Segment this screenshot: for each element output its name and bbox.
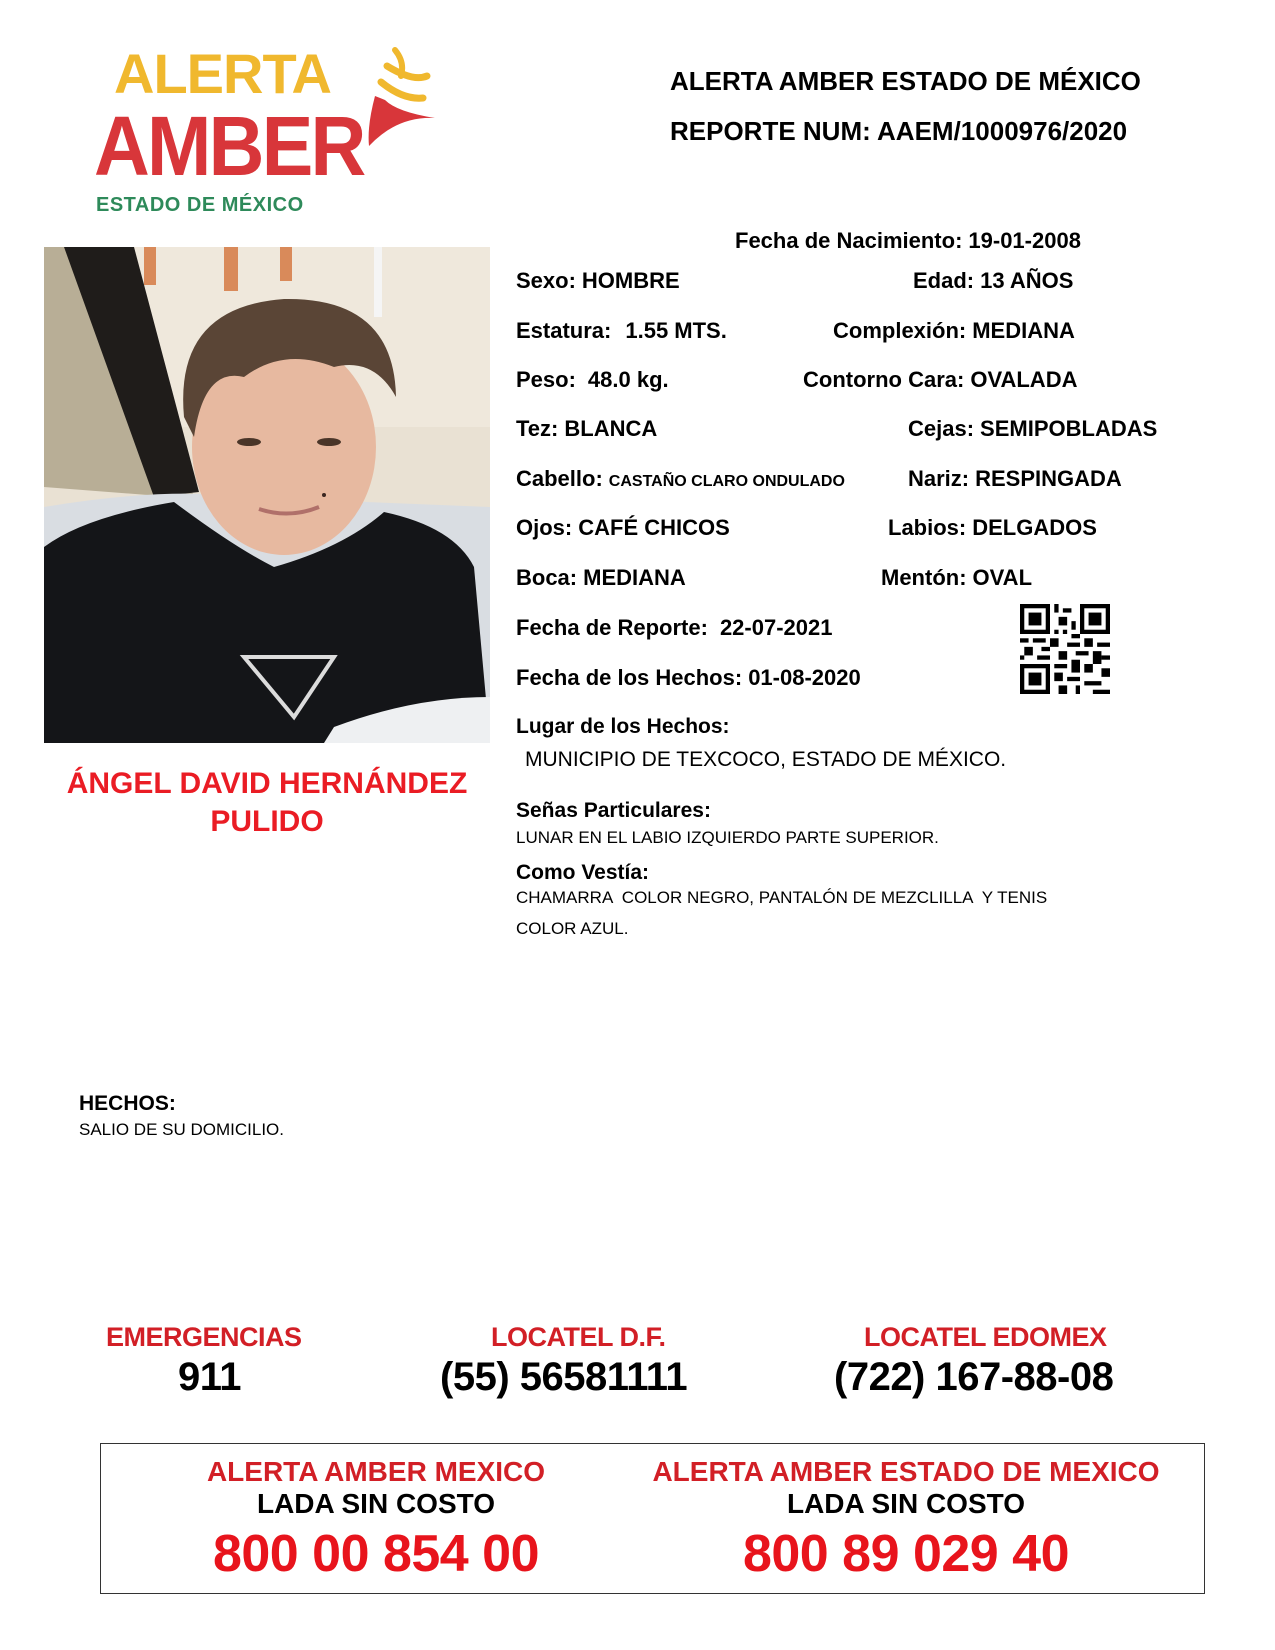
event-date-value: 01-08-2020 [748, 665, 861, 690]
lips-label: Labios: [888, 515, 967, 540]
qr-code-icon[interactable] [1020, 604, 1110, 694]
logo-amber-text: AMBER [94, 99, 364, 193]
field-build [833, 318, 1075, 344]
child-name-line1: ÁNGEL DAVID HERNÁNDEZ [66, 767, 468, 800]
child-name-line2: PULIDO [210, 805, 324, 838]
weight-label: Peso: [516, 367, 576, 392]
event-date-label: Fecha de los Hechos: [516, 665, 743, 690]
hair-value: CASTAÑO CLARO ONDULADO [608, 473, 845, 490]
field-age [913, 268, 1073, 294]
signal-waves-icon [347, 46, 437, 156]
hair-label: Cabello: [516, 466, 603, 491]
tollfree-title: ALERTA AMBER MEXICO [206, 1456, 546, 1487]
clothing-label: Como Vestía: [516, 861, 650, 884]
tollfree-amber-mexico [161, 1456, 591, 1584]
contact-number-locatel-edomex[interactable]: (722) 167-88-08 [834, 1355, 1114, 1399]
field-chin [881, 565, 1032, 591]
face-shape-label: Contorno Cara: [803, 367, 965, 392]
eyes-value: CAFÉ CHICOS [578, 515, 730, 540]
tollfree-number[interactable]: 800 00 854 00 [212, 1525, 540, 1583]
tollfree-sub: LADA SIN COSTO [786, 1488, 1025, 1519]
field-hair [516, 466, 845, 495]
nose-label: Nariz: [908, 466, 970, 491]
contact-label-locatel-df: LOCATEL D.F. [491, 1322, 666, 1352]
skin-value: BLANCA [564, 416, 658, 441]
chin-label: Mentón: [881, 565, 967, 590]
place-value: MUNICIPIO DE TEXCOCO, ESTADO DE MÉXICO. [525, 748, 1007, 771]
logo-estado-text: ESTADO DE MÉXICO [96, 194, 304, 216]
field-nose [908, 466, 1122, 492]
field-birthdate [735, 228, 1081, 254]
place-label: Lugar de los Hechos: [516, 715, 730, 738]
mouth-label: Boca: [516, 565, 578, 590]
sex-label: Sexo: [516, 268, 576, 293]
field-eyebrows [908, 416, 1157, 442]
height-value: 1.55 MTS. [625, 318, 727, 343]
tollfree-sub: LADA SIN COSTO [256, 1488, 495, 1519]
field-mouth [516, 565, 686, 591]
toll-free-box [100, 1443, 1205, 1594]
tollfree-amber-edomex [631, 1456, 1181, 1584]
field-complexion [516, 416, 657, 442]
facts-value: SALIO DE SU DOMICILIO. [79, 1120, 284, 1139]
eyebrows-label: Cejas: [908, 416, 975, 441]
build-label: Complexión: [833, 318, 967, 343]
tollfree-number[interactable]: 800 89 029 40 [742, 1525, 1070, 1583]
face-shape-value: OVALADA [970, 367, 1078, 392]
report-date-value: 22-07-2021 [719, 615, 833, 640]
child-name [44, 765, 490, 841]
contact-label-locatel-edomex: LOCATEL EDOMEX [864, 1322, 1107, 1352]
field-report-date [516, 615, 832, 641]
contact-emergencias [106, 1322, 336, 1353]
sex-value: HOMBRE [581, 268, 680, 293]
weight-value: 48.0 kg. [587, 367, 669, 392]
clothing-line2: COLOR AZUL. [516, 919, 629, 938]
nose-value: RESPINGADA [975, 466, 1122, 491]
mouth-value: MEDIANA [583, 565, 686, 590]
age-value: 13 AÑOS [980, 268, 1074, 293]
lips-value: DELGADOS [972, 515, 1097, 540]
portrait-image [44, 247, 490, 743]
birthdate-label: Fecha de Nacimiento: [735, 228, 963, 253]
clothing-line1: CHAMARRA COLOR NEGRO, PANTALÓN DE MEZCLILLA Y TENIS [516, 888, 1048, 907]
tollfree-title: ALERTA AMBER ESTADO DE MEXICO [652, 1456, 1160, 1487]
eyebrows-value: SEMIPOBLADAS [980, 416, 1158, 441]
report-date-label: Fecha de Reporte: [516, 615, 708, 640]
marks-label: Señas Particulares: [516, 799, 711, 822]
birthdate-value: 19-01-2008 [968, 228, 1081, 253]
field-weight [516, 367, 669, 393]
contact-label: EMERGENCIAS [106, 1322, 302, 1352]
report-number: REPORTE NUM: AAEM/1000976/2020 [670, 116, 1128, 146]
field-event-date [516, 665, 861, 691]
field-face-shape [803, 367, 1077, 393]
field-lips [888, 515, 1097, 541]
age-label: Edad: [913, 268, 975, 293]
chin-value: OVAL [972, 565, 1033, 590]
header-title: ALERTA AMBER ESTADO DE MÉXICO [670, 66, 1141, 96]
logo-alerta-text: ALERTA [114, 42, 331, 105]
field-sex [516, 268, 680, 294]
skin-label: Tez: [516, 416, 559, 441]
field-height [516, 318, 727, 344]
field-eyes [516, 515, 730, 541]
facts-label: HECHOS: [79, 1092, 176, 1115]
missing-child-photo [44, 247, 490, 743]
eyes-label: Ojos: [516, 515, 573, 540]
alerta-amber-logo [92, 42, 432, 221]
build-value: MEDIANA [972, 318, 1075, 343]
height-label: Estatura: [516, 318, 612, 343]
marks-value: LUNAR EN EL LABIO IZQUIERDO PARTE SUPERIOR. [516, 828, 939, 847]
contact-number-locatel-df[interactable]: (55) 56581111 [440, 1355, 688, 1399]
contact-number-911[interactable]: 911 [178, 1355, 242, 1399]
